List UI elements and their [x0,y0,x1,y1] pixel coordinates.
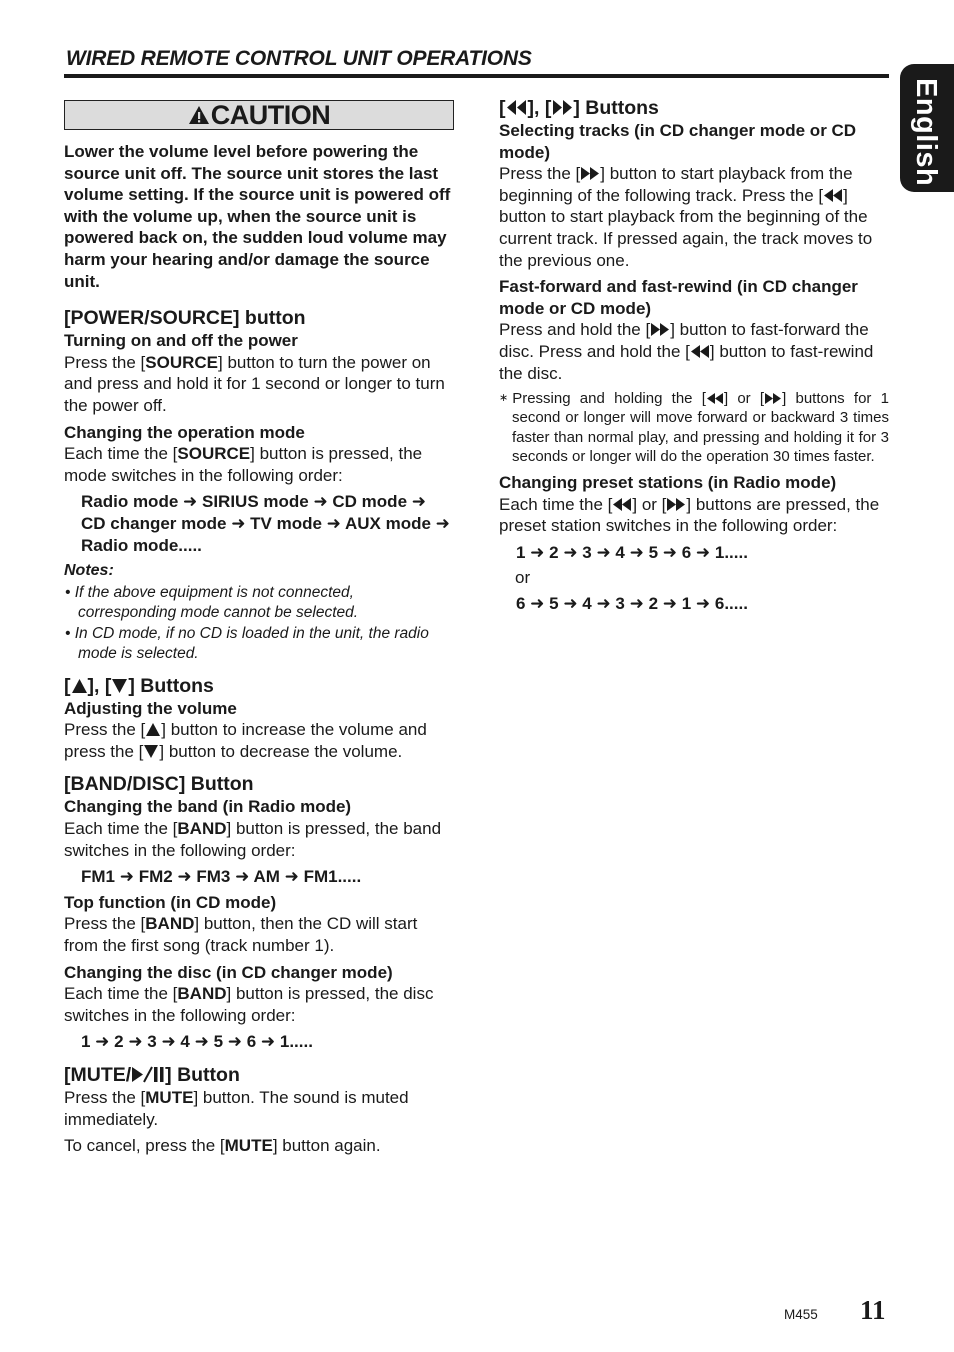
previous-track-icon [690,344,710,359]
note-item: • In CD mode, if no CD is loaded in the unit, the radio mode is selected. [65,624,429,662]
change-disc-text: Each time the [BAND] button is pressed, the disc switches in the following order: [64,984,434,1025]
select-tracks-subheading: Selecting tracks (in CD changer mode or CD mode) [499,121,857,162]
mute-text: Press the [MUTE] button. The sound is muted immediately. [64,1088,409,1129]
triangle-down-icon [143,744,159,759]
page-number: 11 [860,1295,886,1325]
select-tracks-text: Press the [ ] button to start playback from the beginning of the following track. Press the [ ] button to start playback from the beginning of the current track. If pressed again, the track moves to the previous one. [499,164,873,270]
adjust-volume-text: Press the [ ] button to increase the volume and press the [ ] button to decrease the volume. [64,720,427,761]
or-text: or [515,568,531,588]
top-function-subheading: Top function (in CD mode) [64,892,277,912]
speed-footnote: ∗ Pressing and holding the [ ] or [ ] buttons for 1 second or longer will move forward or backward 3 times faster than normal play, and pressing and holding it for 3 seconds or longer will do the operation 30 times faster. [499,390,889,465]
volume-section [64,674,454,763]
power-source-heading: [POWER/SOURCE] button [64,307,306,330]
previous-track-icon [506,99,528,116]
caution-text: Lower the volume level before powering the source unit off. The source unit stores the last volume setting. If the source unit is powered off with the volume up, when the source unit is powered back on, the sudden loud volume may harm your hearing and/or damage the source unit. [64,142,451,291]
caution-title: CAUTION [210,100,331,130]
previous-track-icon [612,497,632,512]
next-track-icon [650,322,670,337]
mode-sequence: Radio mode ➜ SIRIUS mode ➜ CD mode ➜ CD changer mode ➜ TV mode ➜ AUX mode ➜ Radio mode..... [81,492,450,555]
next-track-icon [666,497,686,512]
disc-sequence: 1 ➜ 2 ➜ 3 ➜ 4 ➜ 5 ➜ 6 ➜ 1..... [81,1032,313,1052]
track-buttons-heading: [ ], [ ] Buttons [499,97,659,119]
band-disc-heading: [BAND/DISC] Button [64,773,254,796]
next-track-icon [580,166,600,181]
triangle-down-icon [111,678,128,694]
top-function-text: Press the [BAND] button, then the CD will start from the first song (track number 1). [64,914,418,956]
volume-heading: [ ], [ ] Buttons [64,674,214,697]
power-source-section [64,306,454,664]
model-number: M455 [784,1307,818,1322]
mute-cancel-text: To cancel, press the [MUTE] button again. [64,1136,381,1156]
operation-mode-text: Each time the [SOURCE] button is pressed, the mode switches in the following order: [64,444,423,485]
preset-sequence-up: 1 ➜ 2 ➜ 3 ➜ 4 ➜ 5 ➜ 6 ➜ 1..... [516,542,748,562]
note-item: • If the above equipment is not connected, corresponding mode cannot be selected. [65,583,359,621]
triangle-up-icon [145,722,161,737]
mute-section [64,1063,454,1157]
adjust-volume-subheading: Adjusting the volume [64,698,237,718]
power-on-off-subheading: Turning on and off the power [64,331,298,351]
change-disc-subheading: Changing the disc (in CD changer mode) [64,962,393,982]
band-disc-section [64,772,454,1053]
page-header [64,44,889,78]
notes-title: Notes: [64,562,114,580]
band-sequence: FM1 ➜ FM2 ➜ FM3 ➜ AM ➜ FM1..... [81,867,362,887]
triangle-up-icon [71,678,88,694]
language-tab [900,64,954,192]
fast-forward-text: Press and hold the [ ] button to fast-forward the disc. Press and hold the [ ] button to fast-rewind the disc. [499,320,874,383]
language-label: English [910,78,942,187]
section-title: WIRED REMOTE CONTROL UNIT OPERATIONS [66,47,532,70]
left-column [64,100,454,1162]
previous-track-icon [706,392,724,405]
caution-banner [64,100,454,130]
mute-heading: [MUTE/ ] Button [64,1064,240,1086]
preset-stations-subheading: Changing preset stations (in Radio mode) [499,472,837,492]
next-track-icon [764,392,782,405]
change-band-text: Each time the [BAND] button is pressed, the band switches in the following order: [64,819,442,860]
warning-triangle-icon [188,105,210,125]
right-column [499,96,889,619]
power-on-off-text: Press the [SOURCE] button to turn the power on and press and hold it for 1 second or longer to turn the power off. [64,352,445,415]
operation-mode-subheading: Changing the operation mode [64,422,305,442]
preset-stations-text: Each time the [ ] or [ ] buttons are pressed, the preset station switches in the following order: [499,494,880,536]
previous-track-icon [823,188,843,203]
fast-forward-subheading: Fast-forward and fast-rewind (in CD changer mode or CD mode) [499,277,858,318]
next-track-icon [551,99,573,116]
play-pause-icon [131,1066,165,1083]
preset-sequence-down: 6 ➜ 5 ➜ 4 ➜ 3 ➜ 2 ➜ 1 ➜ 6..... [516,593,748,613]
change-band-subheading: Changing the band (in Radio mode) [64,797,352,817]
